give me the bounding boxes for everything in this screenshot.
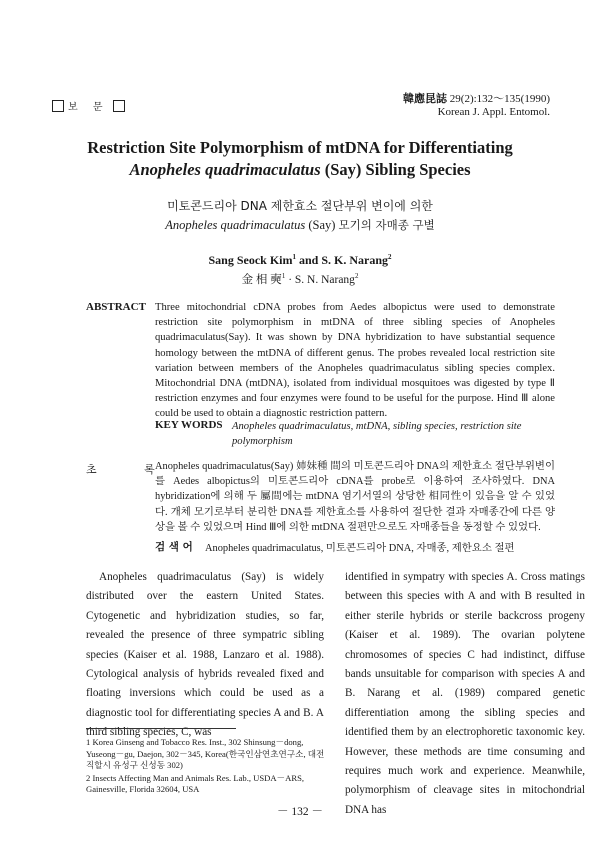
title-suffix: (Say) Sibling Species [320,160,471,179]
journal-name: 韓應昆誌 [403,93,448,105]
korean-abstract-text: Anopheles quadrimaculatus(Say) 姉妹種 間의 미토콘드리아 DNA의 제한효소 절단부위변이를 Aedes albopictus의 미토콘드리아 cDNA를 probe로 이용하여 조사하였다. DNA hybridization에 의해 두 屬間에는 mtDNA 염기서열의 상당한 相同性이 있음을 알 수 있었다. 개체 모기로부터 분리한 DNA를 제한효소를 사용하여 절단한 결과 자매종간에 다른 양상을 볼 수 있었으며 Hind Ⅲ에 의한 mtDNA 절편만으로도 자매종들을 동정할 수 있었다. [155,461,555,533]
title-species: Anopheles quadrimaculatus [129,160,321,179]
korean-title-suffix: 모기의 자매종 구별 [338,218,435,232]
journal-english-name: Korean J. Appl. Entomol. [437,106,550,118]
korean-title-species: Anopheles quadrimaculatus [165,218,306,232]
journal-volume: 29(2):132～135(1990) [449,93,550,105]
title-line-1: Restriction Site Polymorphism of mtDNA for Differentiating [87,138,513,157]
author-2-korean-affil: 2 [354,272,359,281]
footnotes [86,737,326,797]
section-tag [52,98,125,113]
title-line-2 [0,159,600,181]
keywords-text: Anopheles quadrimaculatus, mtDNA, sibling species, restriction site polymorphism [232,421,522,447]
author-1: Sang Seock Kim [208,253,293,267]
body-column-right [345,568,585,820]
korean-keywords-text: Anopheles quadrimaculatus, 미토콘드리아 DNA, 자매종, 제한요소 절편 [205,543,515,554]
footnote-1: 1 Korea Ginseng and Tobacco Res. Inst., 302 Shinsung－dong, Yuseong－gu, Daejon, 302－345, Korea(한국인삼연초연구소, 대전직할시 유성구 신성동 302) [86,737,325,771]
page-number: － 132 － [277,806,323,818]
korean-title-line-1: 미토콘드리아 DNA 제한효소 절단부위 변이에 의한 [167,199,433,213]
authors [0,253,600,268]
abstract-text: Three mitochondrial cDNA probes from Aedes albopictus were used to demonstrate restriction site polymorphism in mtDNA of three sibling species of Anopheles quadrimaculatus(Say). It was shown by DNA hybridization to have substantial sequence homology between the mtDNA of different genus. The probes revealed local restriction site variation between members of the Anopheles quadrimaculatus sibling species complex. Mitochondrial DNA (mtDNA), isolated from individual mosquitoes was digested by type Ⅱ restriction enzymes and four enzymes were found to be useful for the purpose. Hind Ⅲ alone could be used to obtain a diagnostic restriction pattern. [155,302,555,420]
body-paragraph-left: Anopheles quadrimaculatus (Say) is widely distributed over the eastern United States. Cytogenetic and hybridization studies, so far, revealed the presence of three sympatric sibling species (Kaiser et al. 1988, Lanzaro et al. 1988). Cytological analysis of hybrids revealed fixed and floating inversions which could be used as a diagnostic tool for differentiating species A and B. A third sibling species, C, was [86,571,324,739]
korean-title-line-2 [0,216,600,234]
body-column-left [86,568,324,743]
author-2-affil: 2 [388,253,392,261]
author-2: and S. K. Narang [295,253,389,267]
author-2-korean: · S. N. Narang [285,274,355,286]
keywords-label: KEY WORDS [155,419,223,431]
korean-abstract-label: 초 록 [86,463,177,476]
korean-keywords-label: 검 색 어 [155,541,193,553]
section-tag-label: 보 문 [68,102,109,113]
author-1-affil: 1 [292,253,296,261]
box-right-icon [113,100,125,112]
author-1-korean: 金 相 奭 [241,274,282,286]
box-left-icon [52,100,64,112]
journal-reference [403,93,550,119]
korean-title-say: (Say) [305,218,339,232]
author-1-korean-affil: 1 [281,272,286,281]
footnote-2: 2 Insects Affecting Man and Animals Res. Lab., USDA－ARS, Gainesville, Florida 32604, USA [86,772,305,795]
footnote-divider [86,728,236,729]
abstract-label: ABSTRACT [86,301,146,313]
body-paragraph-right: identified in sympatry with species A. Cross matings between this species with A and with B resulted in either sterile hybrids or sterile backcross progeny (Kaiser et al. 1989). The ovarian polytene chromosomes of species C had indistinct, diffuse bands unsuitable for comparison with species A and B. Narang et al. (1989) compared genetic differentiation among the sibling species and identified them by an electrophoretic taxonomic key. However, these methods are time consuming and requires much work and experience. Meanwhile, polymorphism of cleavage sites in mitochondrial DNA has [345,571,585,816]
authors-korean [0,271,600,287]
